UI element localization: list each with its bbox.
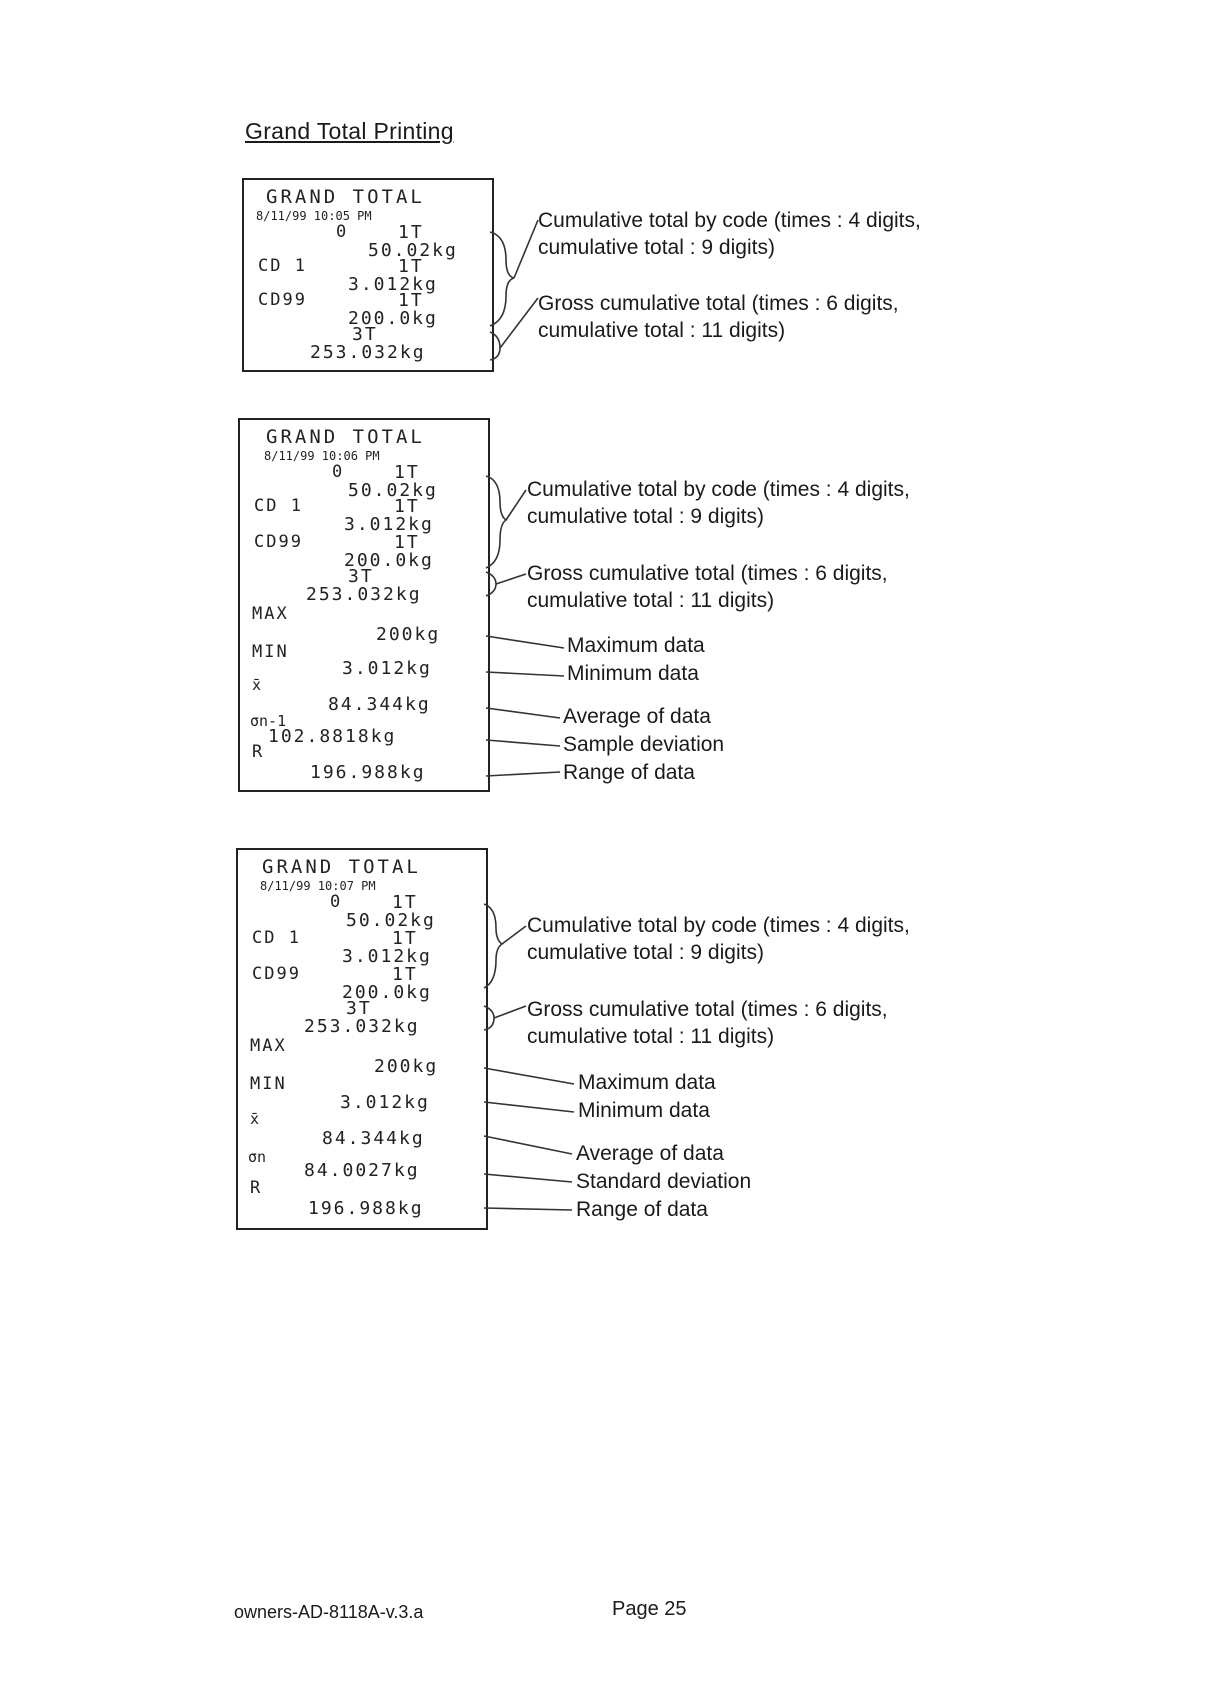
total-value: 3.012kg bbox=[344, 514, 434, 535]
total-value: 50.02kg bbox=[346, 910, 436, 931]
code-label: 0 bbox=[332, 462, 345, 482]
min-label: MIN bbox=[250, 1074, 287, 1094]
annotation-standard-deviation: Standard deviation bbox=[576, 1170, 752, 1193]
annotation-range: Range of data bbox=[563, 761, 695, 784]
code-label: 0 bbox=[330, 892, 343, 912]
receipt-datetime: 8/11/99 10:05 PM bbox=[256, 209, 372, 223]
total-value: 3.012kg bbox=[342, 946, 432, 967]
count-value: 1T bbox=[392, 892, 418, 913]
avg-value: 84.344kg bbox=[328, 694, 431, 715]
count-value: 1T bbox=[394, 532, 420, 553]
receipt-grand-total-3 bbox=[236, 848, 488, 1230]
receipt-datetime: 8/11/99 10:07 PM bbox=[260, 879, 376, 893]
leader-cumulative-by-code bbox=[514, 220, 538, 278]
code-label: CD99 bbox=[254, 532, 303, 552]
range-label: R bbox=[252, 742, 265, 762]
annotation-gross-cumulative: Gross cumulative total (times : 6 digits, cumulative total : 11 digits) bbox=[538, 292, 899, 342]
total-value: 50.02kg bbox=[348, 480, 438, 501]
annotation-cumulative-by-code: Cumulative total by code (times : 4 digits, cumulative total : 9 digits) bbox=[527, 914, 910, 964]
annotation-cumulative-by-code: Cumulative total by code (times : 4 digits, cumulative total : 9 digits) bbox=[538, 209, 921, 259]
leader-gross-total bbox=[496, 574, 526, 584]
leader-average bbox=[486, 708, 560, 718]
leader-maximum bbox=[486, 636, 564, 648]
receipt-header: GRAND TOTAL bbox=[262, 856, 421, 878]
annotation-maximum: Maximum data bbox=[567, 634, 705, 657]
code-label: CD99 bbox=[258, 290, 307, 310]
gross-total-value: 253.032kg bbox=[310, 342, 426, 363]
document-id: owners-AD-8118A-v.3.a bbox=[234, 1602, 424, 1622]
gross-count-value: 3T bbox=[348, 566, 374, 587]
receipt-grand-total-2 bbox=[238, 418, 490, 792]
total-value: 3.012kg bbox=[348, 274, 438, 295]
annotation-cumulative-by-code: Cumulative total by code (times : 4 digits, cumulative total : 9 digits) bbox=[527, 478, 910, 528]
total-value: 200.0kg bbox=[342, 982, 432, 1003]
count-value: 1T bbox=[394, 496, 420, 517]
code-label: CD 1 bbox=[254, 496, 303, 516]
sd-label: σn bbox=[248, 1148, 267, 1166]
sd-value: 84.0027kg bbox=[304, 1160, 420, 1181]
count-value: 1T bbox=[398, 290, 424, 311]
page-number: Page 25 bbox=[612, 1598, 687, 1620]
annotation-gross-cumulative: Gross cumulative total (times : 6 digits, cumulative total : 11 digits) bbox=[527, 998, 888, 1048]
page-title: Grand Total Printing bbox=[245, 118, 454, 144]
avg-label: x̄ bbox=[250, 1110, 260, 1128]
count-value: 1T bbox=[392, 928, 418, 949]
receipt-grand-total-1 bbox=[242, 178, 494, 372]
total-value: 200.0kg bbox=[348, 308, 438, 329]
annotation-maximum: Maximum data bbox=[578, 1071, 716, 1094]
range-value: 196.988kg bbox=[310, 762, 426, 783]
count-value: 1T bbox=[398, 222, 424, 243]
avg-value: 84.344kg bbox=[322, 1128, 425, 1149]
leader-minimum bbox=[484, 1102, 574, 1112]
gross-count-value: 3T bbox=[346, 998, 372, 1019]
avg-label: x̄ bbox=[252, 676, 262, 694]
count-value: 1T bbox=[392, 964, 418, 985]
leader-range bbox=[486, 772, 560, 776]
code-label: CD 1 bbox=[252, 928, 301, 948]
range-label: R bbox=[250, 1178, 263, 1198]
annotation-minimum: Minimum data bbox=[578, 1099, 710, 1122]
receipt-datetime: 8/11/99 10:06 PM bbox=[264, 449, 380, 463]
leader-standard-deviation bbox=[484, 1174, 572, 1182]
annotation-average: Average of data bbox=[563, 705, 711, 728]
range-value: 196.988kg bbox=[308, 1198, 424, 1219]
receipt-header: GRAND TOTAL bbox=[266, 426, 425, 448]
code-label: 0 bbox=[336, 222, 349, 242]
total-value: 200.0kg bbox=[344, 550, 434, 571]
gross-total-value: 253.032kg bbox=[306, 584, 422, 605]
count-value: 1T bbox=[398, 256, 424, 277]
code-label: CD 1 bbox=[258, 256, 307, 276]
leader-sample-deviation bbox=[486, 740, 560, 746]
max-value: 200kg bbox=[374, 1056, 439, 1077]
total-value: 50.02kg bbox=[368, 240, 458, 261]
leader-gross-total bbox=[494, 1006, 526, 1018]
sd-label: σn-1 bbox=[250, 712, 287, 730]
leader-minimum bbox=[486, 672, 564, 676]
annotation-minimum: Minimum data bbox=[567, 662, 699, 685]
code-label: CD99 bbox=[252, 964, 301, 984]
annotation-average: Average of data bbox=[576, 1142, 724, 1165]
leader-maximum bbox=[484, 1068, 574, 1084]
receipt-header: GRAND TOTAL bbox=[266, 186, 425, 208]
leader-gross-total bbox=[500, 298, 538, 348]
sd-value: 102.8818kg bbox=[268, 726, 397, 747]
annotation-range: Range of data bbox=[576, 1198, 708, 1221]
max-value: 200kg bbox=[376, 624, 441, 645]
annotation-sample-deviation: Sample deviation bbox=[563, 733, 725, 756]
leader-range bbox=[484, 1208, 572, 1210]
leader-average bbox=[484, 1136, 572, 1154]
leader-cumulative-by-code bbox=[502, 926, 526, 944]
count-value: 1T bbox=[394, 462, 420, 483]
min-value: 3.012kg bbox=[340, 1092, 430, 1113]
leader-cumulative-by-code bbox=[506, 490, 526, 520]
min-label: MIN bbox=[252, 642, 289, 662]
max-label: MAX bbox=[252, 604, 289, 624]
annotation-gross-cumulative: Gross cumulative total (times : 6 digits, cumulative total : 11 digits) bbox=[527, 562, 888, 612]
min-value: 3.012kg bbox=[342, 658, 432, 679]
gross-total-value: 253.032kg bbox=[304, 1016, 420, 1037]
gross-count-value: 3T bbox=[352, 324, 378, 345]
max-label: MAX bbox=[250, 1036, 287, 1056]
